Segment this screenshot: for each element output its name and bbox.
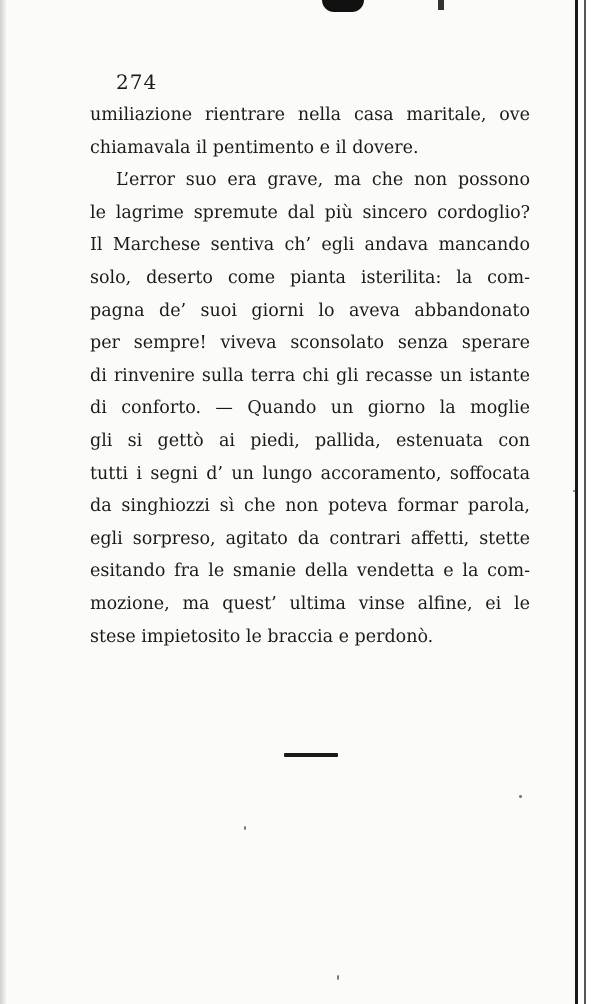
paper-speck xyxy=(573,490,575,492)
paper-speck xyxy=(337,975,339,980)
page-gutter-shadow xyxy=(0,0,6,1004)
text-line: per sempre! viveva sconsolato senza sperare xyxy=(90,333,530,354)
text-line: mozione, ma quest’ ultima vinse alfine, ei le xyxy=(90,593,530,614)
text-line: le lagrime spremute dal più sincero cordoglio? xyxy=(90,202,530,223)
text-line: esitando fra le smanie della vendetta e la com- xyxy=(90,561,530,582)
page-number: 274 xyxy=(116,70,158,94)
ink-mark xyxy=(438,0,444,10)
text-line: egli sorpreso, agitato da contrari affetti, stette xyxy=(90,528,530,549)
paper-speck xyxy=(244,826,246,830)
text-line: pagna de’ suoi giorni lo aveva abbandonato xyxy=(90,300,530,321)
text-line: di conforto. — Quando un giorno la moglie xyxy=(90,398,530,419)
paper-speck xyxy=(519,795,522,798)
section-end-rule xyxy=(284,753,338,757)
text-line: stese impietosito le braccia e perdonò. xyxy=(90,626,434,647)
page-right-edge-line xyxy=(584,0,586,1004)
ink-blot xyxy=(322,0,364,12)
text-line: gli si gettò ai piedi, pallida, estenuata con xyxy=(90,430,530,451)
text-line: Il Marchese sentiva ch’ egli andava mancando xyxy=(90,235,530,256)
body-text xyxy=(90,99,530,653)
text-line: di rinvenire sulla terra chi gli recasse un istante xyxy=(90,365,530,386)
text-line: umiliazione rientrare nella casa maritale, ove xyxy=(90,105,530,125)
text-line: solo, deserto come pianta isterilita: la com- xyxy=(90,267,530,288)
text-line: tutti i segni d’ un lungo accoramento, soffocata xyxy=(90,463,530,484)
text-line: L’error suo era grave, ma che non possono xyxy=(116,170,530,191)
text-line: da singhiozzi sì che non poteva formar parola, xyxy=(90,496,530,517)
text-line: chiamavala il pentimento e il dovere. xyxy=(90,137,419,158)
